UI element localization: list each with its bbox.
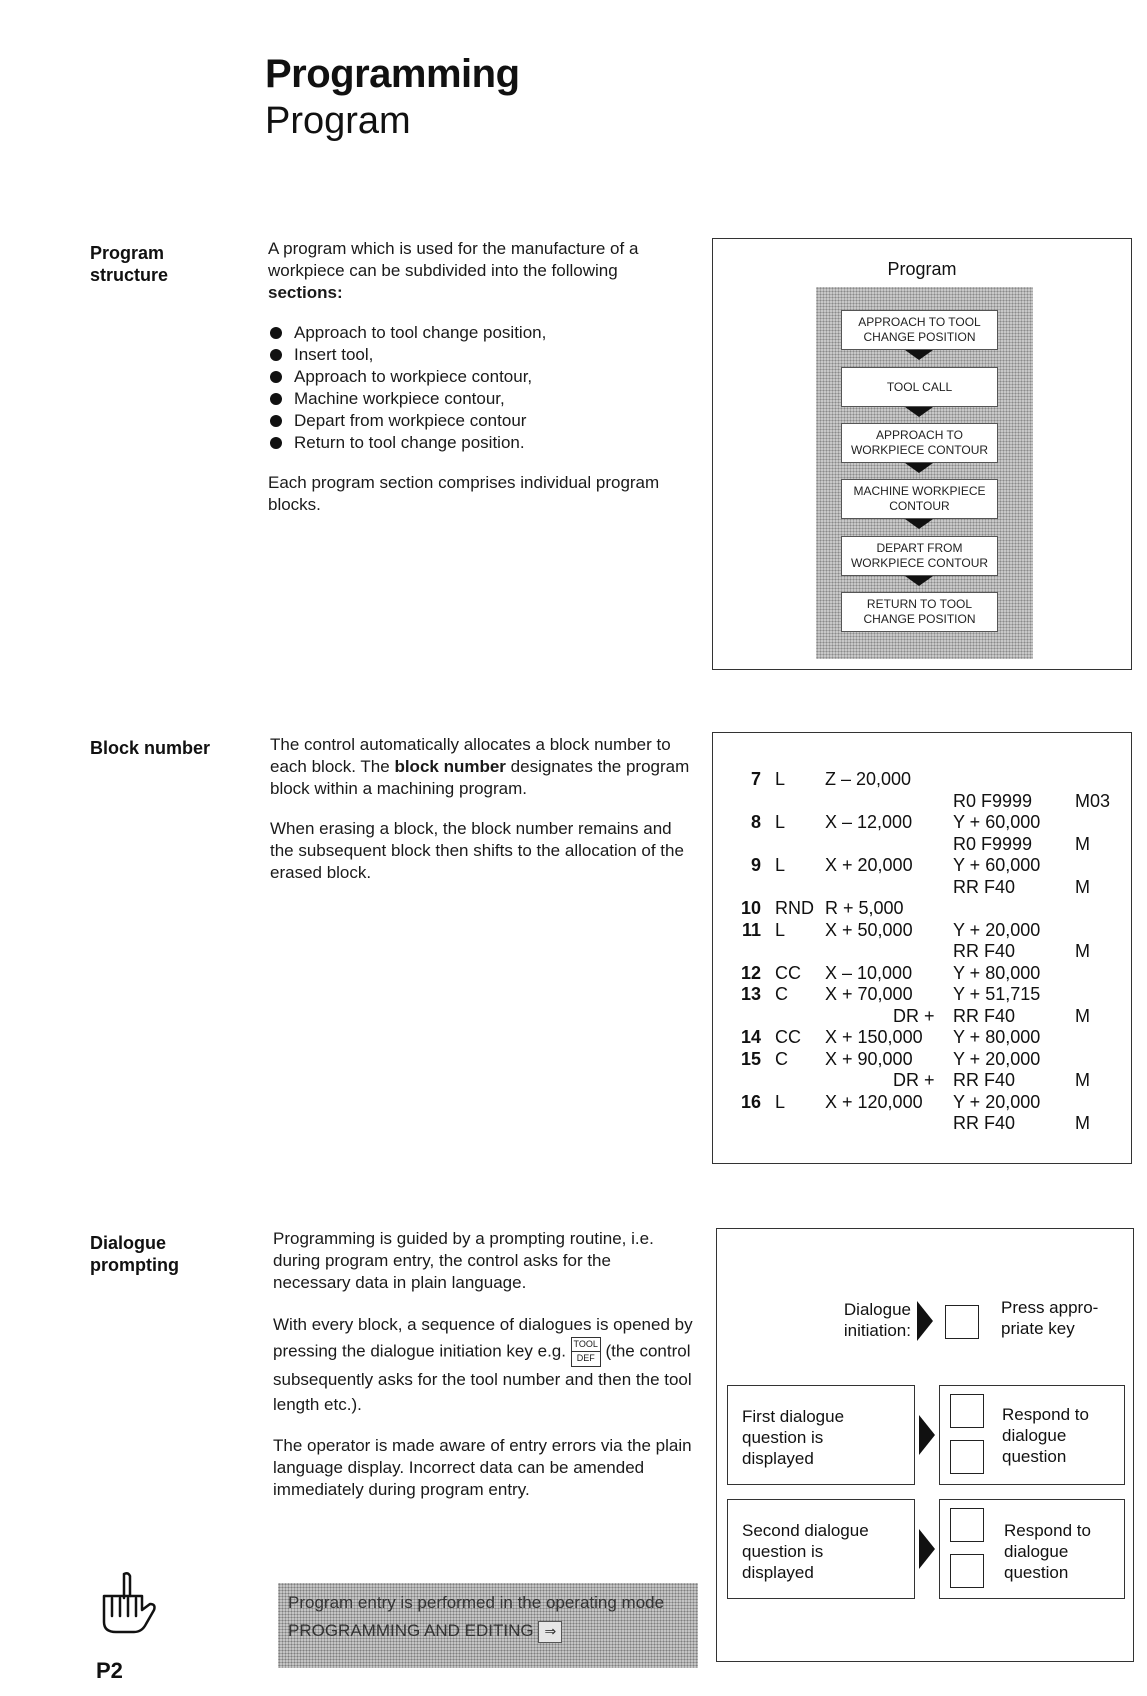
play-arrow-icon: [919, 1529, 935, 1569]
section-label-dialogue: Dialogue prompting: [90, 1233, 179, 1275]
nc-cell-c3: M: [1075, 876, 1090, 897]
nc-cell-c3: M: [1075, 1070, 1090, 1090]
nc-cell-type: CC: [775, 1027, 801, 1047]
flow-arrow-icon: [905, 576, 933, 586]
second-response-box: [939, 1499, 1125, 1599]
nc-cell-type: RND: [775, 898, 814, 918]
nc-cell-type: L: [775, 855, 786, 875]
nc-cell-c2: Y + 20,000: [953, 1048, 1041, 1069]
nc-cell-c2: RR F40: [953, 876, 1016, 897]
flow-box-return-tool: RETURN TO TOOL CHANGE POSITION: [841, 592, 998, 632]
nc-cell-num: 7: [750, 769, 761, 789]
nc-cell-c2: Y + 60,000: [953, 812, 1041, 832]
key-label-top: TOOL: [572, 1338, 600, 1352]
flow-arrow-icon: [905, 463, 933, 473]
nc-cell-c1: X – 12,000: [825, 812, 913, 832]
nc-cell-num: 8: [750, 812, 761, 832]
section-label-block-number: Block number: [90, 738, 211, 758]
list-item: Machine workpiece contour,: [268, 388, 688, 410]
dialogue-diagram: [716, 1228, 1134, 1662]
flow-diagram-title: Program: [887, 259, 957, 279]
play-arrow-icon: [917, 1301, 933, 1341]
note-text: Program entry is performed in the operating mode PROGRAMMING AND EDITING: [288, 1593, 665, 1640]
list-item: Depart from workpiece contour: [268, 410, 688, 432]
flow-stack: [816, 287, 1033, 659]
nc-cell-c2: Y + 20,000: [953, 1091, 1041, 1112]
dialogue-p3: The operator is made aware of entry errors via the plain language display. Incorrect data can be amended immediately during program entry.: [273, 1436, 692, 1499]
second-dialogue-box: Second dialogue question is displayed: [727, 1499, 915, 1599]
nc-cell-num: 16: [740, 1091, 761, 1112]
nc-cell-c3: M: [1075, 833, 1090, 854]
first-response-text: Respond to dialogue question: [1002, 1405, 1089, 1466]
nc-cell-type: C: [775, 1048, 788, 1069]
nc-cell-c1: R + 5,000: [825, 898, 904, 918]
nc-cell-c1: X + 20,000: [825, 855, 913, 875]
key-placeholder-icon: [950, 1554, 984, 1588]
tool-def-key-icon: [571, 1337, 601, 1367]
list-item: Approach to tool change position,: [268, 322, 688, 344]
nc-cell-c1: X + 120,000: [825, 1091, 923, 1112]
block-number-p1b: designates the program block within a machining program.: [270, 757, 690, 798]
nc-cell-num: 14: [740, 1027, 761, 1047]
nc-cell-c3: M03: [1075, 790, 1111, 811]
nc-cell-c3: M: [1075, 1005, 1090, 1026]
program-structure-closing: Each program section comprises individual program blocks.: [268, 473, 660, 514]
note-bar: [278, 1583, 698, 1668]
nc-cell-c1: DR +: [893, 1070, 935, 1090]
dialogue-p2a: With every block, a sequence of dialogues is opened by pressing the dialogue initiation key e.g.: [273, 1315, 693, 1361]
nc-cell-c2: Y + 20,000: [953, 919, 1041, 940]
arrow-key-icon: ⇒: [538, 1621, 562, 1643]
flow-arrow-icon: [905, 519, 933, 529]
flow-box-machine-contour: MACHINE WORKPIECE CONTOUR: [841, 479, 998, 519]
nc-cell-c1: X – 10,000: [825, 962, 913, 983]
nc-cell-type: CC: [775, 962, 801, 983]
key-placeholder-icon: [950, 1394, 984, 1428]
program-structure-intro-bold: sections:: [268, 283, 343, 302]
nc-cell-c2: R0 F9999: [953, 833, 1033, 854]
key-placeholder-icon: [950, 1440, 984, 1474]
list-item: Insert tool,: [268, 344, 688, 366]
block-number-p1-bold: block number: [394, 757, 506, 776]
key-placeholder-icon: [945, 1305, 979, 1339]
initiation-action: Press appro- priate key: [1001, 1298, 1099, 1338]
nc-cell-c2: R0 F9999: [953, 790, 1033, 811]
nc-cell-type: C: [775, 984, 788, 1004]
first-response-box: [939, 1385, 1125, 1485]
nc-cell-c3: M: [1075, 1113, 1090, 1133]
flow-box-depart-contour: DEPART FROM WORKPIECE CONTOUR: [841, 536, 998, 576]
dialogue-p1: Programming is guided by a prompting routine, i.e. during program entry, the control asks for the necessary data in plain language.: [273, 1229, 654, 1292]
page-subtitle: Program: [265, 100, 411, 142]
flow-box-approach-contour: APPROACH TO WORKPIECE CONTOUR: [841, 423, 998, 463]
nc-cell-c2: Y + 80,000: [953, 1027, 1041, 1047]
nc-cell-c1: X + 90,000: [825, 1048, 913, 1069]
nc-cell-c2: RR F40: [953, 1005, 1016, 1026]
nc-cell-c1: DR +: [893, 1005, 935, 1026]
nc-cell-c3: M: [1075, 941, 1090, 961]
play-arrow-icon: [919, 1415, 935, 1455]
program-flow-diagram: [712, 238, 1132, 670]
block-number-text: [270, 734, 690, 902]
block-number-p2: When erasing a block, the block number remains and the subsequent block then shifts to the allocation of the erased block.: [270, 819, 684, 882]
nc-cell-type: L: [775, 919, 786, 940]
flow-arrow-icon: [905, 407, 933, 417]
nc-cell-type: L: [775, 769, 786, 789]
nc-cell-c2: Y + 80,000: [953, 962, 1041, 983]
nc-cell-num: 12: [740, 962, 761, 983]
nc-program-listing: [712, 732, 1132, 1164]
nc-cell-type: L: [775, 812, 786, 832]
flow-box-approach-tool: APPROACH TO TOOL CHANGE POSITION: [841, 310, 998, 350]
nc-cell-c2: Y + 60,000: [953, 855, 1041, 875]
nc-cell-c1: X + 50,000: [825, 919, 913, 940]
nc-cell-c2: RR F40: [953, 941, 1016, 961]
nc-cell-num: 15: [740, 1048, 761, 1069]
nc-cell-num: 9: [750, 855, 761, 875]
nc-cell-c2: Y + 51,715: [953, 984, 1041, 1004]
dialogue-p2b: (the control subsequently asks for the tool number and then the tool length etc.).: [273, 1341, 692, 1414]
nc-cell-c2: RR F40: [953, 1070, 1016, 1090]
list-item: Return to tool change position.: [268, 432, 688, 454]
program-structure-intro: A program which is used for the manufacture of a workpiece can be subdivided into the following: [268, 239, 639, 280]
nc-cell-c1: X + 150,000: [825, 1027, 923, 1047]
nc-cell-c1: X + 70,000: [825, 984, 913, 1004]
program-structure-text: [268, 238, 688, 534]
block-number-p1a: The control automatically allocates a block number to each block. The: [270, 735, 671, 776]
flow-box-tool-call: TOOL CALL: [841, 367, 998, 407]
second-response-text: Respond to dialogue question: [1004, 1521, 1091, 1582]
page-number: P2: [96, 1658, 123, 1683]
flow-arrow-icon: [905, 350, 933, 360]
nc-cell-c1: Z – 20,000: [825, 769, 912, 789]
nc-cell-num: 13: [740, 984, 761, 1004]
page-title: Programming: [265, 52, 520, 96]
pointing-hand-icon: [94, 1570, 160, 1636]
key-label-bottom: DEF: [576, 1353, 595, 1363]
nc-cell-c2: RR F40: [953, 1113, 1016, 1133]
key-placeholder-icon: [950, 1508, 984, 1542]
initiation-label: Dialogue initiation:: [843, 1300, 911, 1340]
list-item: Approach to workpiece contour,: [268, 366, 688, 388]
nc-cell-num: 11: [741, 919, 761, 940]
section-label-program-structure: Program structure: [90, 243, 169, 285]
nc-cell-type: L: [775, 1091, 786, 1112]
first-dialogue-box: First dialogue question is displayed: [727, 1385, 915, 1485]
section-bullet-list: [268, 322, 688, 454]
nc-cell-num: 10: [740, 898, 761, 918]
dialogue-text: [273, 1228, 693, 1519]
